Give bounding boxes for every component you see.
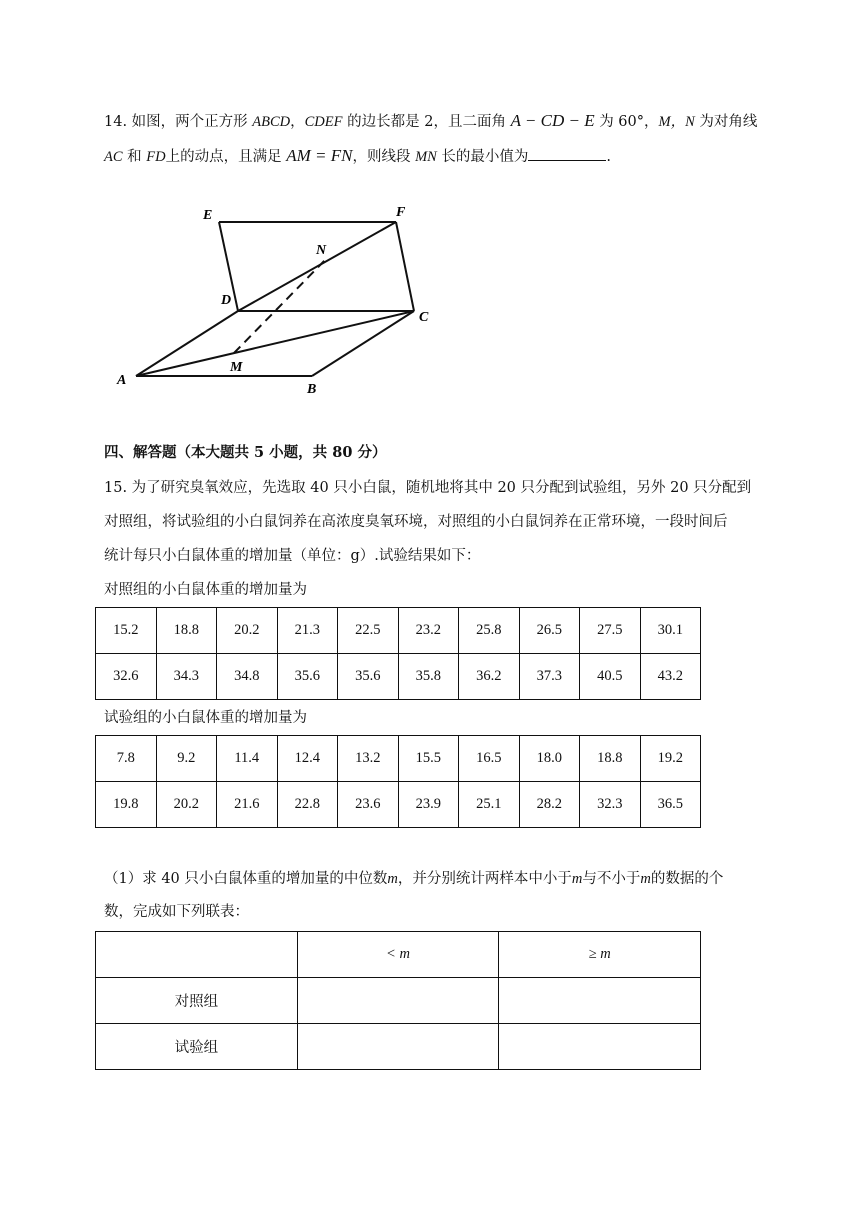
median-symbol: m [387, 871, 398, 887]
part1-text-c: 与不小于 [582, 871, 641, 887]
q14-dihedral-angle: A − CD − E [510, 111, 595, 130]
table-cell: 43.2 [640, 654, 701, 700]
table-cell: 15.2 [96, 608, 157, 654]
q14-ac: AC [104, 149, 123, 165]
q14-mid3: 为对角线 [699, 114, 758, 130]
table-row [96, 608, 701, 654]
table-cell: 36.2 [459, 654, 520, 700]
table-cell: 35.6 [277, 654, 338, 700]
table-cell: 20.2 [156, 782, 217, 828]
table-row [96, 736, 701, 782]
table-cell: 12.4 [277, 736, 338, 782]
q14-line2-end: 长的最小值为 [441, 149, 529, 165]
q14-mid2: 为 60°， [599, 114, 659, 130]
label-B: B [307, 382, 317, 397]
table-cell: 15.5 [398, 736, 459, 782]
label-F: F [396, 205, 406, 220]
label-D: D [221, 293, 232, 308]
part1-text-d: 的数据的个 [650, 871, 724, 887]
table-cell: 20.2 [217, 608, 278, 654]
table-cell: 21.3 [277, 608, 338, 654]
table-cell: 40.5 [580, 654, 641, 700]
q15-line3: 统计每只小白鼠体重的增加量（单位：g）.试验结果如下： [104, 548, 481, 564]
q14-square-cdef: CDEF [304, 114, 343, 130]
table-cell: 30.1 [640, 608, 701, 654]
edge-bc [312, 311, 414, 376]
table-cell: 34.8 [217, 654, 278, 700]
contingency-table [95, 931, 701, 1070]
table-cell: 37.3 [519, 654, 580, 700]
part1-text-a: （1）求 40 只小白鼠体重的增加量的中位数 [104, 871, 388, 887]
table-cell: 16.5 [459, 736, 520, 782]
table-row [96, 782, 701, 828]
q15-line1: 15. 为了研究臭氧效应，先选取 40 只小白鼠，随机地将其中 20 只分配到试验组，另外 20 只分配到 [104, 480, 752, 496]
table-cell: 32.3 [580, 782, 641, 828]
table-cell: 28.2 [519, 782, 580, 828]
q14-line2-mid2: ，则线段 [352, 149, 411, 165]
table-row [96, 978, 701, 1024]
table-cell: 19.8 [96, 782, 157, 828]
label-A: A [117, 373, 127, 388]
label-N: N [316, 243, 327, 258]
table-cell: 34.3 [156, 654, 217, 700]
diagonal-ac [136, 311, 414, 376]
q14-sep: ， [290, 114, 305, 130]
control-data-table [95, 607, 701, 700]
table-cell: 23.6 [338, 782, 399, 828]
row-label-control: 对照组 [96, 978, 298, 1024]
q14-mn-segment: MN [415, 149, 437, 165]
table-row [96, 654, 701, 700]
table-cell-empty [96, 932, 298, 978]
edge-da [136, 311, 238, 376]
answer-cell[interactable] [297, 1024, 499, 1070]
q14-period: . [606, 149, 612, 165]
row-label-experimental: 试验组 [96, 1024, 298, 1070]
table-cell: 23.9 [398, 782, 459, 828]
q14-fd: FD [146, 149, 166, 165]
label-C: C [419, 310, 429, 325]
label-E: E [203, 208, 213, 223]
table-row [96, 1024, 701, 1070]
table-cell: 36.5 [640, 782, 701, 828]
answer-cell[interactable] [499, 1024, 701, 1070]
section-heading: 四、解答题（本大题共 5 小题，共 80 分） [104, 444, 387, 461]
geometry-figure [0, 0, 868, 420]
median-symbol: m [571, 871, 583, 887]
q14-mid1: 的边长都是 2，且二面角 [342, 114, 506, 130]
q14-line2-mid: 上的动点，且满足 [165, 149, 282, 165]
table-cell: 35.8 [398, 654, 459, 700]
table-cell: 18.8 [580, 736, 641, 782]
table-cell: 23.2 [398, 608, 459, 654]
header-not-less-than-m: ≥ m [499, 932, 701, 978]
experimental-table-title: 试验组的小白鼠体重的增加量为 [104, 710, 307, 726]
table-cell: 22.8 [277, 782, 338, 828]
table-cell: 13.2 [338, 736, 399, 782]
table-cell: 11.4 [217, 736, 278, 782]
table-cell: 7.8 [96, 736, 157, 782]
part1-line1 [104, 869, 723, 889]
edge-fc [396, 222, 414, 311]
median-symbol: m [640, 871, 651, 887]
q14-and: 和 [127, 149, 142, 165]
table-cell: 22.5 [338, 608, 399, 654]
diagonal-fd [238, 222, 396, 311]
q14-square-abcd: ABCD [252, 114, 291, 130]
table-row [96, 932, 701, 978]
experimental-data-table [95, 735, 701, 828]
answer-cell[interactable] [499, 978, 701, 1024]
q14-prefix: 14. 如图，两个正方形 [104, 114, 248, 130]
q15-line2: 对照组，将试验组的小白鼠饲养在高浓度臭氧环境，对照组的小白鼠饲养在正常环境，一段时间后 [104, 514, 728, 530]
table-cell: 35.6 [338, 654, 399, 700]
part1-line2: 数，完成如下列联表： [104, 904, 249, 920]
table-cell: 19.2 [640, 736, 701, 782]
table-cell: 21.6 [217, 782, 278, 828]
q14-mn-points: M，N [658, 114, 695, 130]
table-cell: 18.0 [519, 736, 580, 782]
label-M: M [230, 360, 243, 375]
control-table-title: 对照组的小白鼠体重的增加量为 [104, 582, 307, 598]
table-cell: 32.6 [96, 654, 157, 700]
header-less-than-m: < m [297, 932, 499, 978]
table-cell: 9.2 [156, 736, 217, 782]
table-cell: 25.8 [459, 608, 520, 654]
table-cell: 26.5 [519, 608, 580, 654]
table-cell: 18.8 [156, 608, 217, 654]
answer-cell[interactable] [297, 978, 499, 1024]
q14-condition: AM = FN [286, 146, 353, 165]
table-cell: 27.5 [580, 608, 641, 654]
table-cell: 25.1 [459, 782, 520, 828]
part1-text-b: ，并分别统计两样本中小于 [397, 871, 572, 887]
